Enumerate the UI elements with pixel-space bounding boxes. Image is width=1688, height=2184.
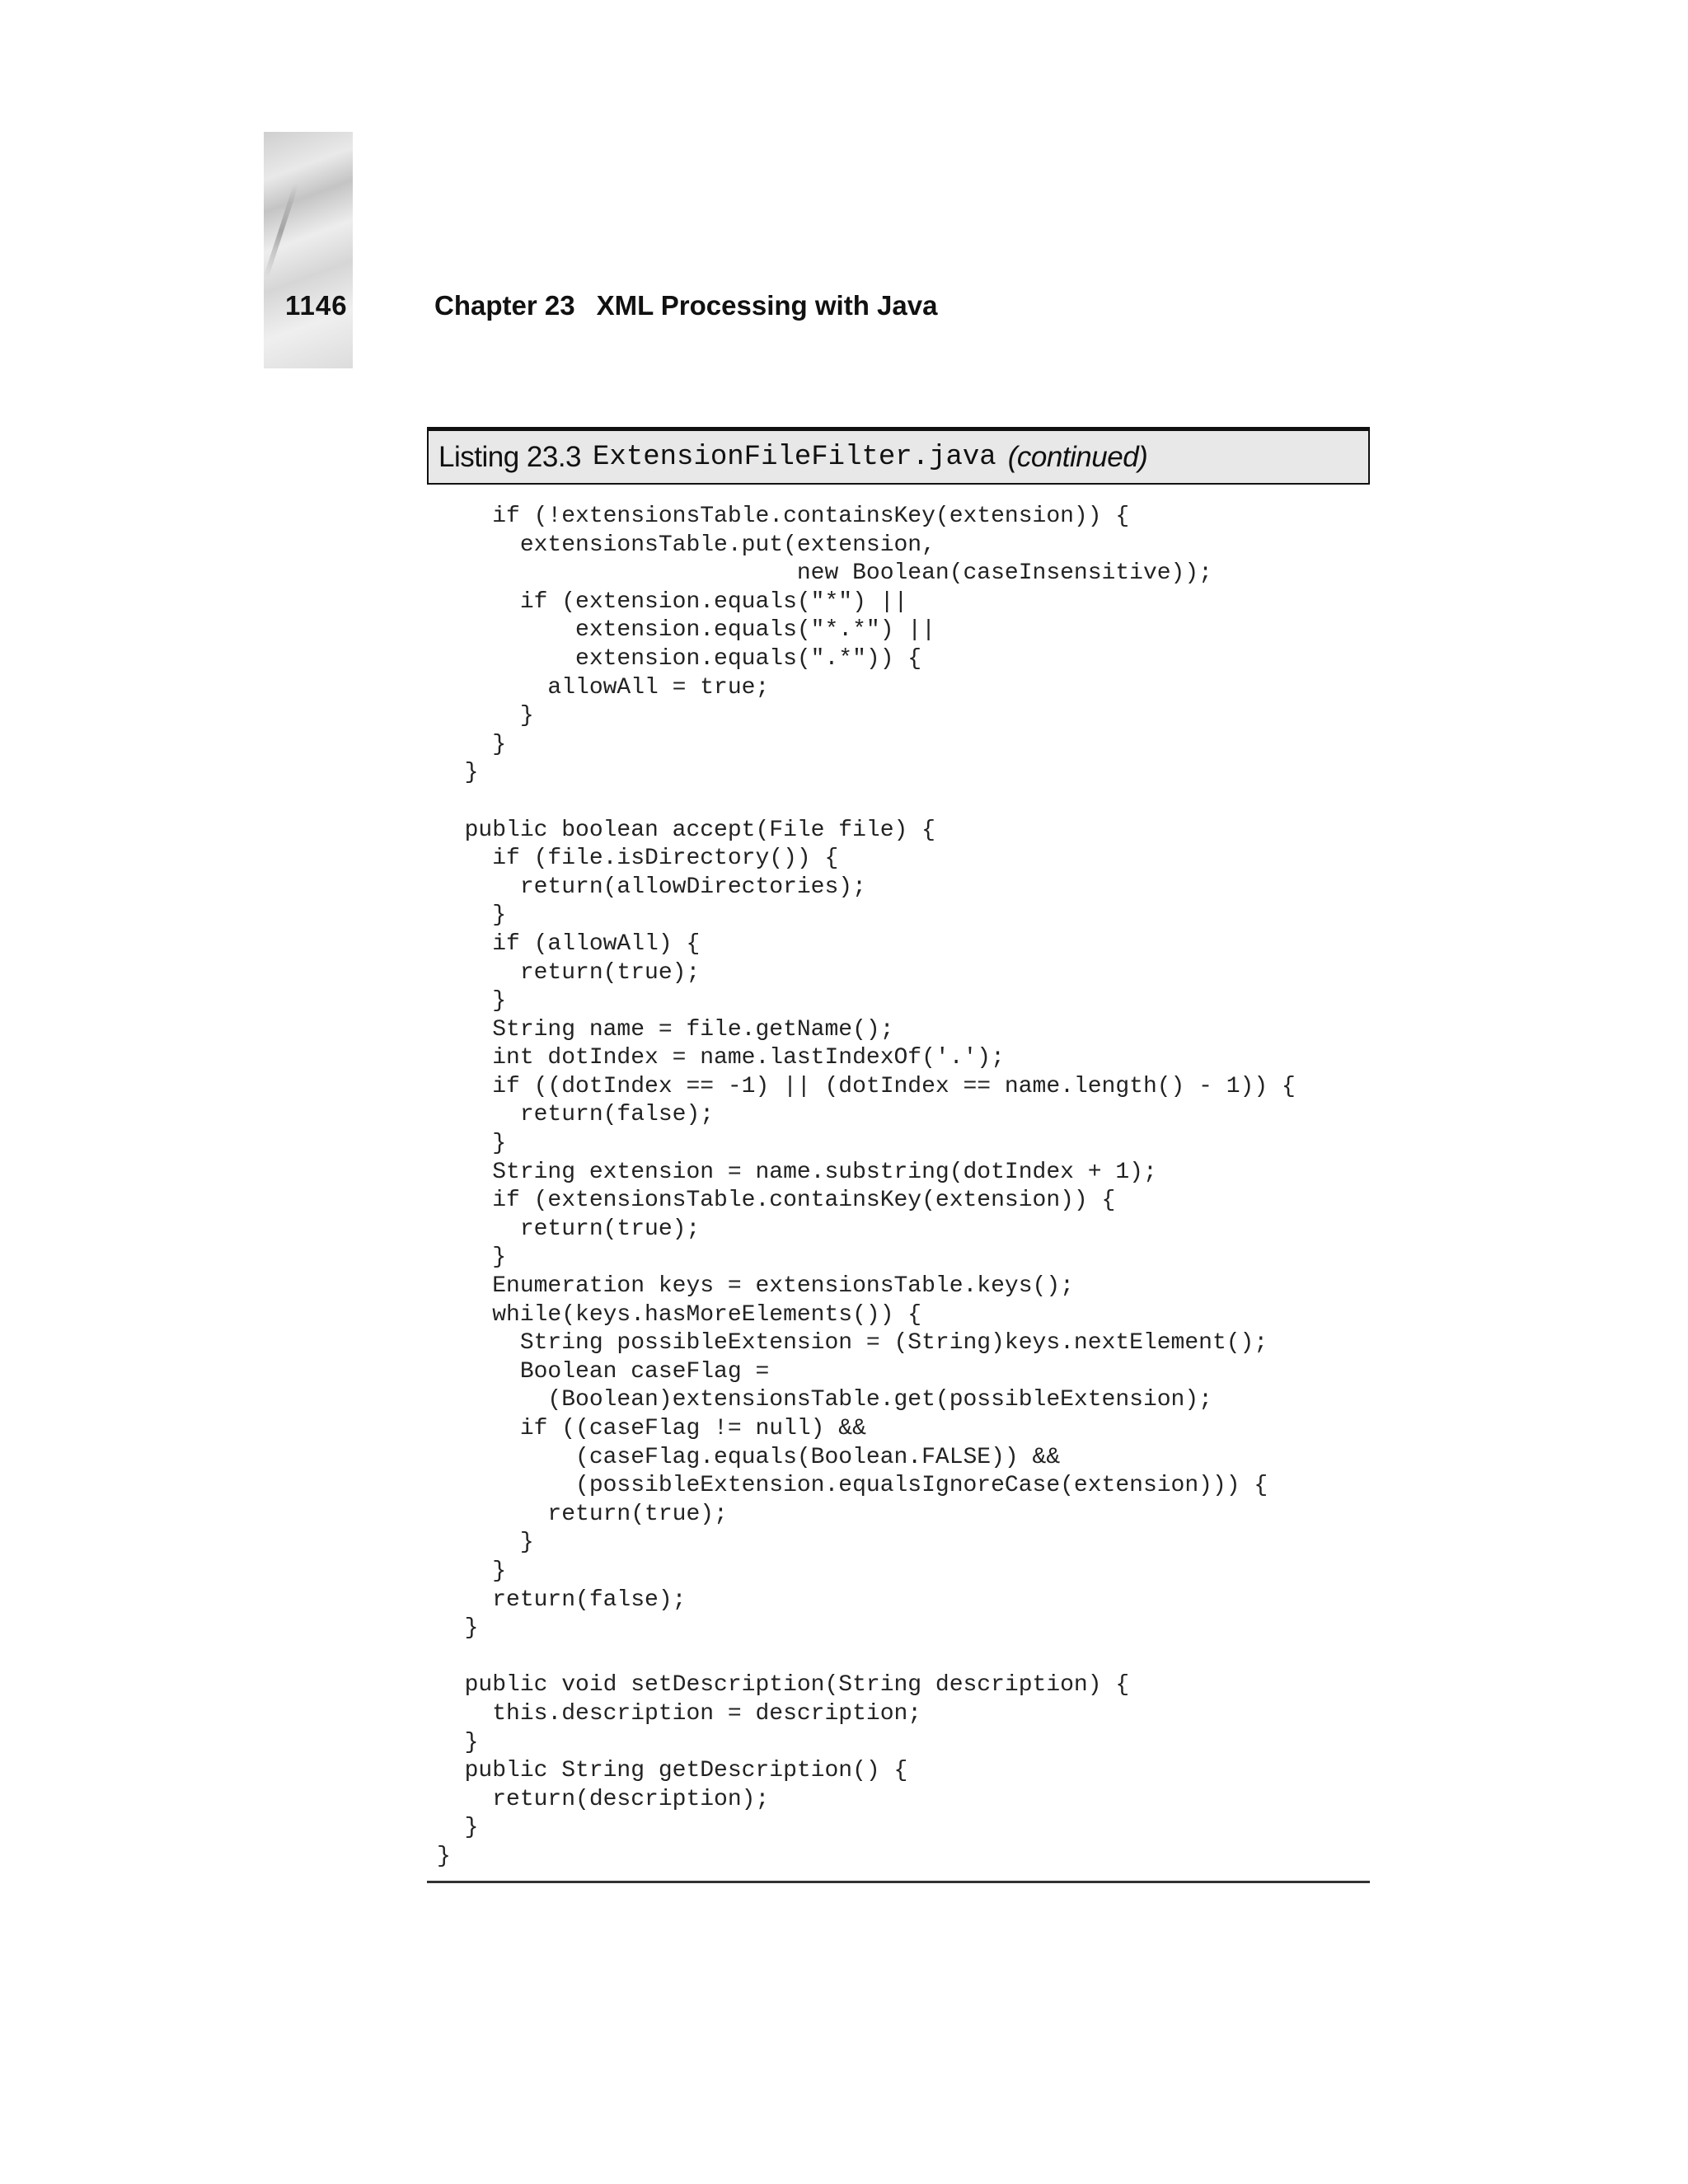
code-line: String extension = name.substring(dotIndex + 1); (437, 1159, 1157, 1185)
chapter-title: XML Processing with Java (596, 290, 938, 321)
code-line: allowAll = true; (437, 674, 770, 701)
code-line: public String getDescription() { (437, 1758, 908, 1784)
code-line: if ((caseFlag != null) && (437, 1416, 866, 1441)
code-line: while(keys.hasMoreElements()) { (437, 1301, 922, 1328)
code-line: } (437, 988, 507, 1015)
code-line: extension.equals(".*")) { (437, 645, 922, 672)
code-line: return(true); (437, 1501, 728, 1527)
listing-end-rule (427, 1881, 1370, 1883)
code-line: if (allowAll) { (437, 930, 701, 957)
code-line: return(allowDirectories); (437, 874, 866, 900)
code-line: } (437, 1244, 507, 1271)
code-line: } (437, 1815, 479, 1841)
code-line (437, 1643, 1296, 1672)
code-line: extension.equals("*.*") || (437, 617, 935, 644)
code-line: new Boolean(caseInsensitive)); (437, 560, 1212, 587)
code-line: String possibleExtension = (String)keys.nextElement(); (437, 1330, 1268, 1357)
code-line (437, 788, 1296, 817)
tab-texture (264, 183, 299, 279)
listing-continued: (continued) (1007, 440, 1148, 473)
code-line: public void setDescription(String description) { (437, 1672, 1130, 1699)
code-line: if (extensionsTable.containsKey(extension)) { (437, 1188, 1116, 1214)
code-line: } (437, 1558, 507, 1584)
code-line: return(false); (437, 1102, 715, 1128)
code-line: if (file.isDirectory()) { (437, 846, 839, 872)
code-line: Enumeration keys = extensionsTable.keys(); (437, 1273, 1074, 1300)
code-line: int dotIndex = name.lastIndexOf('.'); (437, 1045, 1005, 1071)
code-line: return(description); (437, 1786, 770, 1812)
page-edge-tab (264, 132, 353, 368)
chapter-label: Chapter 23 (434, 290, 575, 321)
code-line: this.description = description; (437, 1700, 922, 1727)
code-line: (caseFlag.equals(Boolean.FALSE)) && (437, 1444, 1061, 1470)
code-line: if (!extensionsTable.containsKey(extension)) { (437, 504, 1130, 529)
page-number: 1146 (285, 290, 348, 321)
code-line: return(true); (437, 1216, 701, 1242)
code-line: Boolean caseFlag = (437, 1358, 770, 1385)
code-line: } (437, 760, 479, 786)
code-line: String name = file.getName(); (437, 1016, 894, 1043)
running-head (434, 290, 937, 321)
code-line: } (437, 1843, 451, 1869)
code-line: if (extension.equals("*") || (437, 588, 908, 615)
code-line: } (437, 902, 507, 929)
code-line: } (437, 1131, 507, 1157)
code-line: return(false); (437, 1586, 687, 1613)
code-line: } (437, 1729, 479, 1755)
code-line: } (437, 731, 507, 757)
code-line: } (437, 1530, 534, 1556)
code-line: } (437, 703, 534, 729)
code-line: } (437, 1615, 479, 1642)
code-line: extensionsTable.put(extension, (437, 532, 935, 558)
code-line: public boolean accept(File file) { (437, 817, 935, 843)
code-line: return(true); (437, 959, 701, 986)
listing-filename: ExtensionFileFilter.java (593, 441, 996, 473)
code-line: if ((dotIndex == -1) || (dotIndex == name.length() - 1)) { (437, 1073, 1296, 1099)
code-line: (possibleExtension.equalsIgnoreCase(extension))) { (437, 1473, 1268, 1499)
code-listing (437, 503, 1296, 1872)
listing-label: Listing 23.3 (438, 440, 582, 473)
code-line: (Boolean)extensionsTable.get(possibleExtension); (437, 1387, 1212, 1413)
listing-header (427, 427, 1370, 485)
